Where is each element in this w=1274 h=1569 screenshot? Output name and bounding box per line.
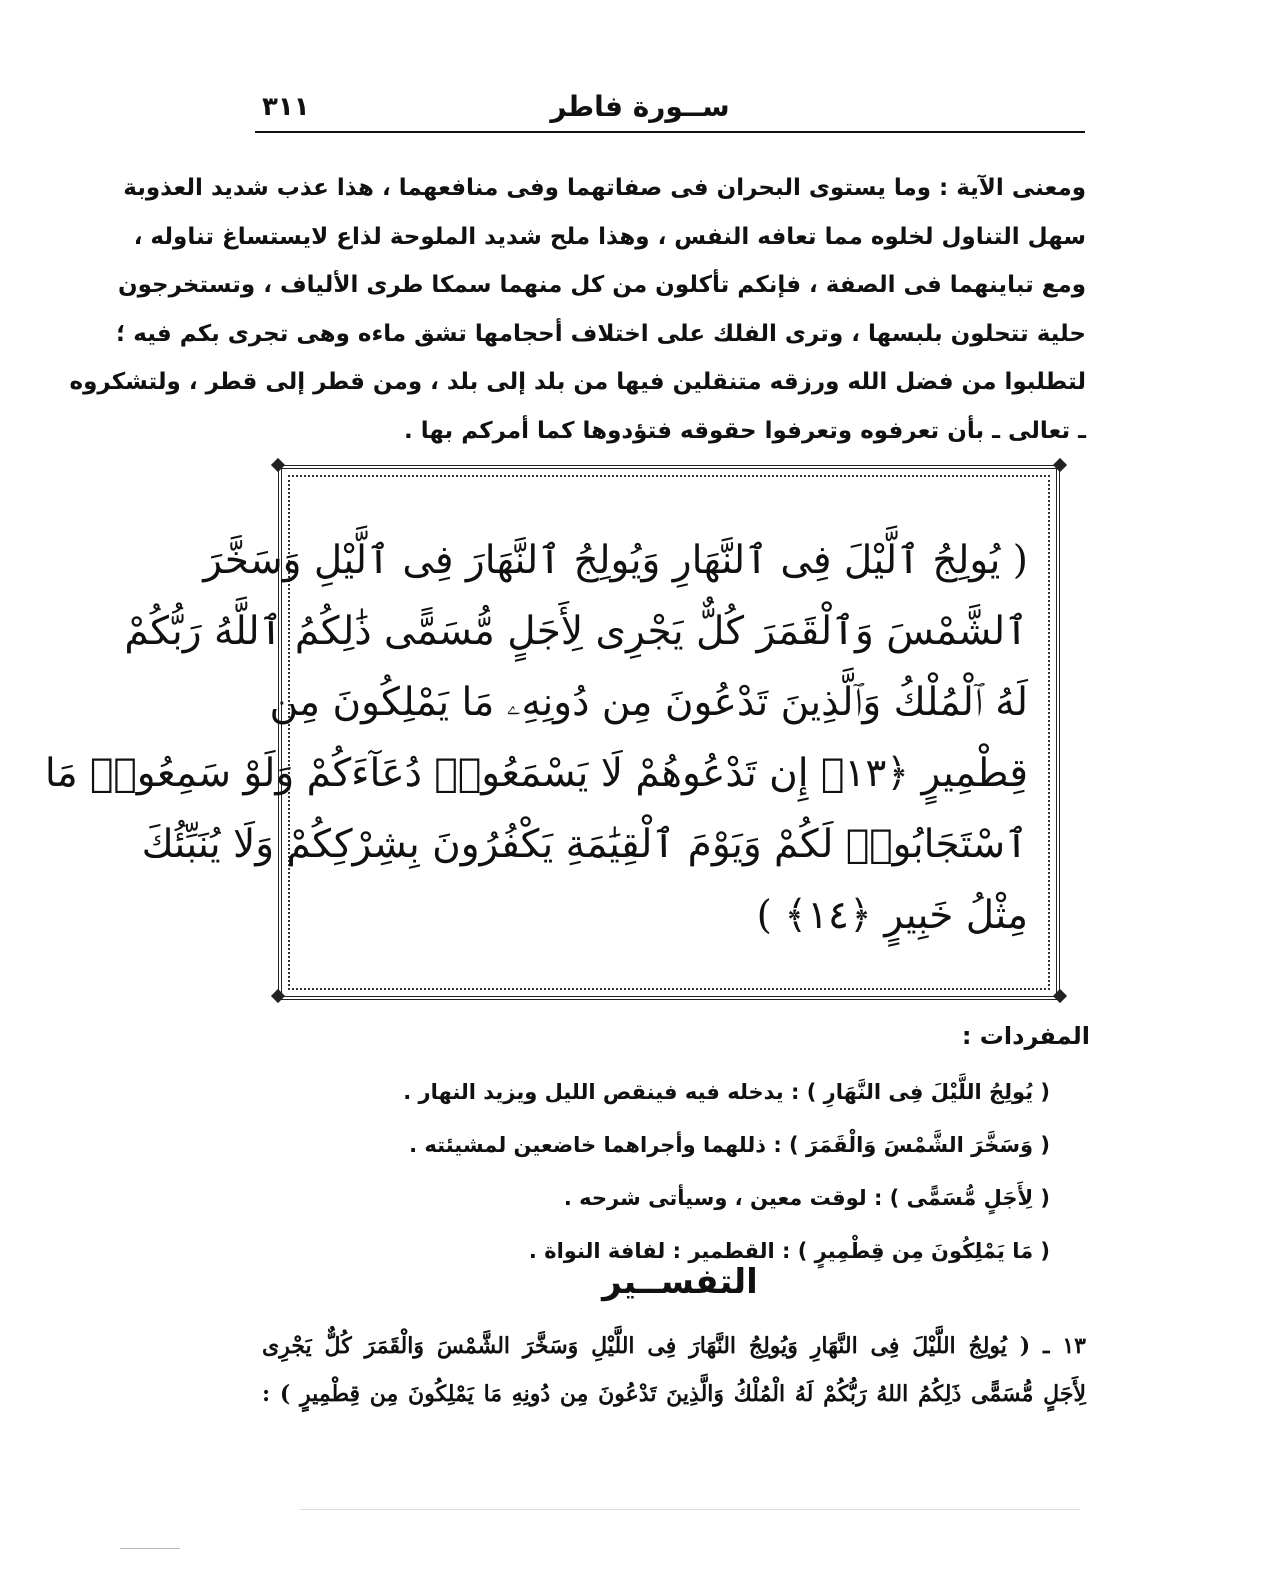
intro-line: ومع تباينهما فى الصفة ، فإنكم تأكلون من كل منهما سمكا طرى الألياف ، وتستخرجون [117, 272, 1086, 298]
verse-line: لَهُ ٱلْمُلْكُ وَٱلَّذِينَ تَدْعُونَ مِن دُونِهِۦ مَا يَمْلِكُونَ مِن [269, 680, 1028, 725]
vocab-item: ( لِأَجَلٍ مُّسَمًّى ) : لوقت معين ، وسيأتى شرحه . [563, 1186, 1050, 1210]
scan-artifact [300, 1509, 1080, 1510]
intro-paragraph [69, 164, 1086, 455]
header-rule [255, 131, 1085, 133]
page-title: ســورة فاطر [550, 90, 730, 123]
intro-line: لتطلبوا من فضل الله ورزقه متنقلين فيها من بلد إلى بلد ، ومن قطر إلى قطر ، ولتشكروه [69, 369, 1086, 395]
verse-line: قِطْمِيرٍ ﴿١٣﴾ إِن تَدْعُوهُمْ لَا يَسْمَعُوا۟ دُعَآءَكُمْ وَلَوْ سَمِعُوا۟ مَا [44, 751, 1028, 796]
verse-line: مِثْلُ خَبِيرٍ ﴿١٤﴾ ) [756, 893, 1028, 938]
verse-line: ٱلشَّمْسَ وَٱلْقَمَرَ كُلٌّ يَجْرِى لِأَجَلٍ مُّسَمًّى ذَٰلِكُمُ ٱللَّهُ رَبُّكُمْ [124, 609, 1028, 654]
tafsir-heading: التفســير [602, 1262, 758, 1302]
intro-line: سهل التناول لخلوه مما تعافه النفس ، وهذا ملح شديد الملوحة لذاع لايستساغ تناوله ، [133, 223, 1086, 250]
quran-verse [44, 525, 1028, 951]
tafsir-text [262, 1322, 1086, 1418]
vocab-item: ( يُولِجُ اللَّيْلَ فِى النَّهَارِ ) : يدخله فيه فينقص الليل ويزيد النهار . [403, 1080, 1050, 1104]
vocab-item: ( مَا يَمْلِكُونَ مِن قِطْمِيرٍ ) : القطمير : لفافة النواة . [528, 1239, 1050, 1263]
vocab-heading: المفردات : [961, 1022, 1090, 1050]
tafsir-line: لِأَجَلٍ مُّسَمًّى ذَلِكُمُ اللهُ رَبُّكُمْ لَهُ الْمُلْكُ وَالَّذِينَ تَدْعُونَ مِن دُونِهِ مَا يَمْلِكُونَ مِن قِطْمِيرٍ ) : [262, 1381, 1086, 1407]
page-number: ٣١١ [262, 92, 310, 122]
tafsir-line: ١٣ ـ ( يُولِجُ اللَّيْلَ فِى النَّهَارِ وَيُولِجُ النَّهَارَ فِى اللَّيْلِ وَسَخَّرَ الشَّمْسَ وَالْقَمَرَ كُلٌّ يَجْرِى [262, 1333, 1086, 1359]
vocab-list [400, 1066, 1050, 1278]
intro-line: حلية تتحلون بلبسها ، وترى الفلك على اختلاف أحجامها تشق ماءه وهى تجرى بكم فيه ؛ [116, 320, 1086, 347]
vocab-item: ( وَسَخَّرَ الشَّمْسَ وَالْقَمَرَ ) : ذللهما وأجراهما خاضعين لمشيئته . [409, 1133, 1050, 1157]
verse-line: ٱسْتَجَابُوا۟ لَكُمْ وَيَوْمَ ٱلْقِيَٰمَةِ يَكْفُرُونَ بِشِرْكِكُمْ وَلَا يُنَبِّئُكَ [141, 822, 1028, 867]
intro-line: ومعنى الآية : وما يستوى البحران فى صفاتهما وفى منافعهما ، هذا عذب شديد العذوبة [123, 175, 1086, 201]
verse-line: ( يُولِجُ ٱلَّيْلَ فِى ٱلنَّهَارِ وَيُولِجُ ٱلنَّهَارَ فِى ٱلَّيْلِ وَسَخَّرَ [203, 538, 1028, 583]
intro-line: ـ تعالى ـ بأن تعرفوه وتعرفوا حقوقه فتؤدوها كما أمركم بها . [403, 417, 1086, 444]
scan-artifact [120, 1548, 180, 1549]
